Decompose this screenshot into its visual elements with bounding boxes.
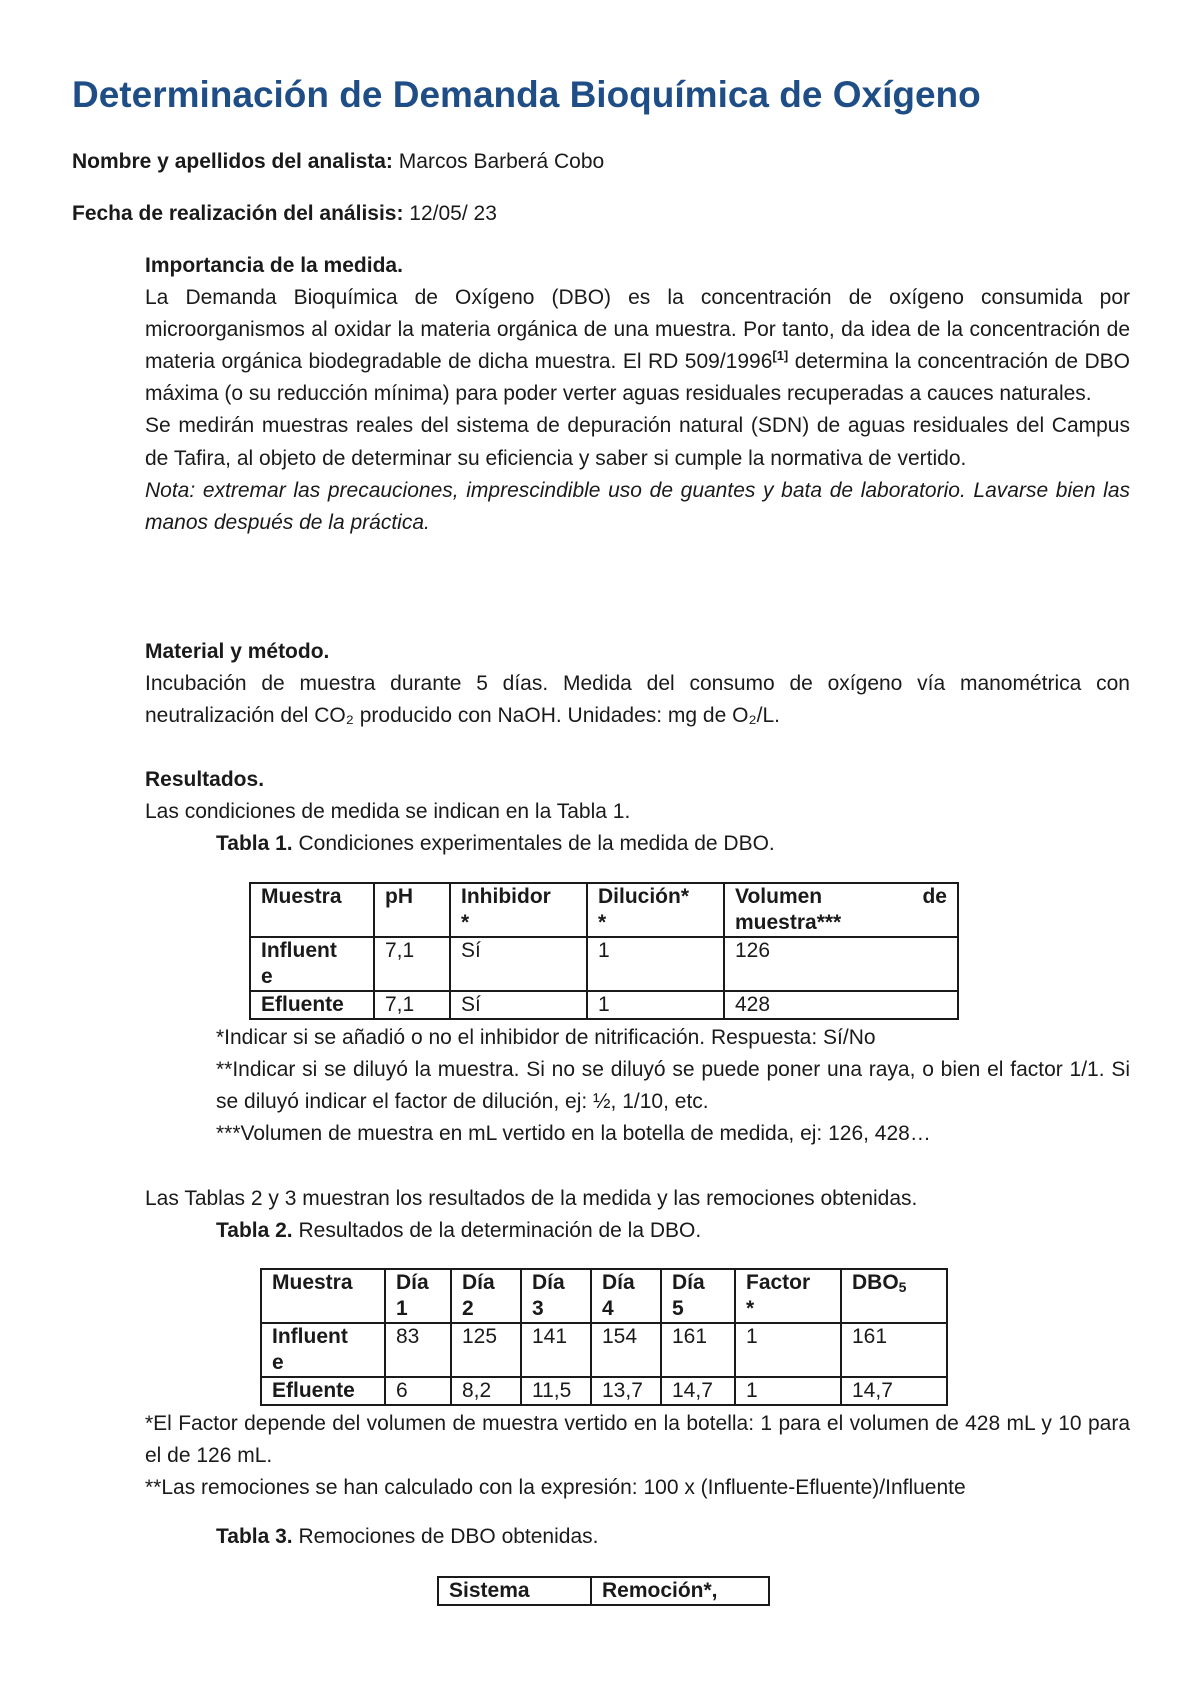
table2-cell-factor: 1 [735,1323,841,1377]
table-row [250,937,958,991]
results-section [145,764,1130,828]
table2-cell-d1: 83 [385,1323,451,1377]
table1-note-volume: ***Volumen de muestra en mL vertido en la botella de medida, ej: 126, 428… [216,1122,931,1146]
table1-cell-ph: 7,1 [374,937,450,991]
table1-row-name: Influent e [250,937,374,991]
table1-cell-volume: 428 [724,991,958,1019]
date-label: Fecha de realización del análisis: [72,202,404,225]
table2-cell-d3: 141 [521,1323,591,1377]
table1-caption: Tabla 1. Condiciones experimentales de la medida de DBO. [216,832,775,855]
table2-cell-d3: 11,5 [521,1377,591,1405]
table2-header-dbo5: $DBO_5$ [841,1269,947,1323]
reference-marker: [1] [772,348,789,364]
table3-header-remocion: Remoción*, [591,1577,769,1605]
table2-header-dia2: Día 2 [451,1269,521,1323]
table2-cell-d4: 13,7 [591,1377,661,1405]
document-title: Determinación de Demanda Bioquímica de Oxígeno [72,74,981,115]
table2-cell-dbo5: 14,7 [841,1377,947,1405]
results-heading: Resultados. [145,768,265,791]
method-heading: Material y método. [145,640,330,663]
table1-header-muestra: Muestra [250,883,374,937]
table1-notes [216,1022,1130,1150]
table3-header-row [438,1577,769,1605]
table1-cell-ph: 7,1 [374,991,450,1019]
table1-row-name: Efluente [250,991,374,1019]
analyst-label: Nombre y apellidos del analista: [72,150,393,173]
importance-paragraph-2: Se medirán muestras reales del sistema de depuración natural (SDN) de aguas residuales del Campus de Tafira, al objeto de determinar su eficiencia y saber si cumple la normativa de vertido. [145,414,1130,470]
table2-cell-d1: 6 [385,1377,451,1405]
table2-cell-d5: 14,7 [661,1377,735,1405]
table2-row-name: Influent e [261,1323,385,1377]
table-row [250,991,958,1019]
table2 [260,1268,948,1406]
analyst-line [72,146,604,178]
table-row [261,1323,947,1377]
importance-section [145,250,1130,539]
method-section [145,636,1130,732]
table1-cell-volume: 126 [724,937,958,991]
table2-header-dia5: Día 5 [661,1269,735,1323]
table2-caption: Tabla 2. Resultados de la determinación de la DBO. [216,1219,702,1242]
table2-note-removal: **Las remociones se han calculado con la expresión: 100 x (Influente-Efluente)/Influente [145,1476,966,1500]
table2-note-factor: *El Factor depende del volumen de muestra vertido en la botella: 1 para el volumen de 428 mL y 10 para el de 126 mL. [145,1412,1130,1468]
table1-header-volumen: Volumen de muestra*** [724,883,958,937]
table1-cell-dilution: 1 [587,991,724,1019]
results-intro: Las condiciones de medida se indican en la Tabla 1. [145,800,631,824]
table2-header-dia1: Día 1 [385,1269,451,1323]
table2-header-dia4: Día 4 [591,1269,661,1323]
table3 [437,1576,770,1606]
table1-note-dilution: **Indicar si se diluyó la muestra. Si no se diluyó se puede poner una raya, o bien el factor 1/1. Si se diluyó indicar el factor de dilución, ej: ½, 1/10, etc. [216,1058,1130,1114]
tables23-intro: Las Tablas 2 y 3 muestran los resultados de la medida y las remociones obtenidas. [145,1187,918,1210]
table2-header-row [261,1269,947,1323]
date-line [72,198,497,230]
table2-cell-d5: 161 [661,1323,735,1377]
table2-header-factor: Factor * [735,1269,841,1323]
table1-header-dilucion: Dilución* * [587,883,724,937]
table2-header-muestra: Muestra [261,1269,385,1323]
table1 [249,882,959,1020]
table-row [261,1377,947,1405]
table3-caption: Tabla 3. Remociones de DBO obtenidas. [216,1525,599,1548]
table2-cell-d4: 154 [591,1323,661,1377]
table1-header-inhibidor: Inhibidor * [450,883,587,937]
table1-cell-inhibitor: Sí [450,937,587,991]
table2-row-name: Efluente [261,1377,385,1405]
table2-cell-dbo5: 161 [841,1323,947,1377]
table2-cell-d2: 8,2 [451,1377,521,1405]
table1-header-ph: pH [374,883,450,937]
table1-cell-inhibitor: Sí [450,991,587,1019]
table2-notes [145,1408,1130,1504]
table2-cell-d2: 125 [451,1323,521,1377]
table3-header-sistema: Sistema [438,1577,591,1605]
analyst-name: Marcos Barberá Cobo [392,150,605,173]
table1-header-row [250,883,958,937]
method-text: Incubación de muestra durante 5 días. Medida del consumo de oxígeno vía manométrica con neutralización del CO₂ producido con NaOH. Unidades: mg de O₂/L. [145,672,1130,728]
date-value: 12/05/ 23 [403,202,497,225]
table2-cell-factor: 1 [735,1377,841,1405]
table2-header-dia3: Día 3 [521,1269,591,1323]
importance-paragraph-1: La Demanda Bioquímica de Oxígeno (DBO) es la concentración de oxígeno consumida por microorganismos al oxidar la materia orgánica de una muestra. Por tanto, da idea de la concentración de materia orgánica biodegradable de dicha muestra. El RD 509/1996[1] determina la concentración de DBO máxima (o su reducción mínima) para poder verter aguas residuales recuperadas a cauces naturales. [145,286,1130,406]
table1-cell-dilution: 1 [587,937,724,991]
importance-heading: Importancia de la medida. [145,254,403,277]
table1-note-inhibitor: *Indicar si se añadió o no el inhibidor de nitrificación. Respuesta: Sí/No [216,1026,876,1049]
safety-note: Nota: extremar las precauciones, imprescindible uso de guantes y bata de laboratorio. Lavarse bien las manos después de la práctica. [145,478,1130,534]
